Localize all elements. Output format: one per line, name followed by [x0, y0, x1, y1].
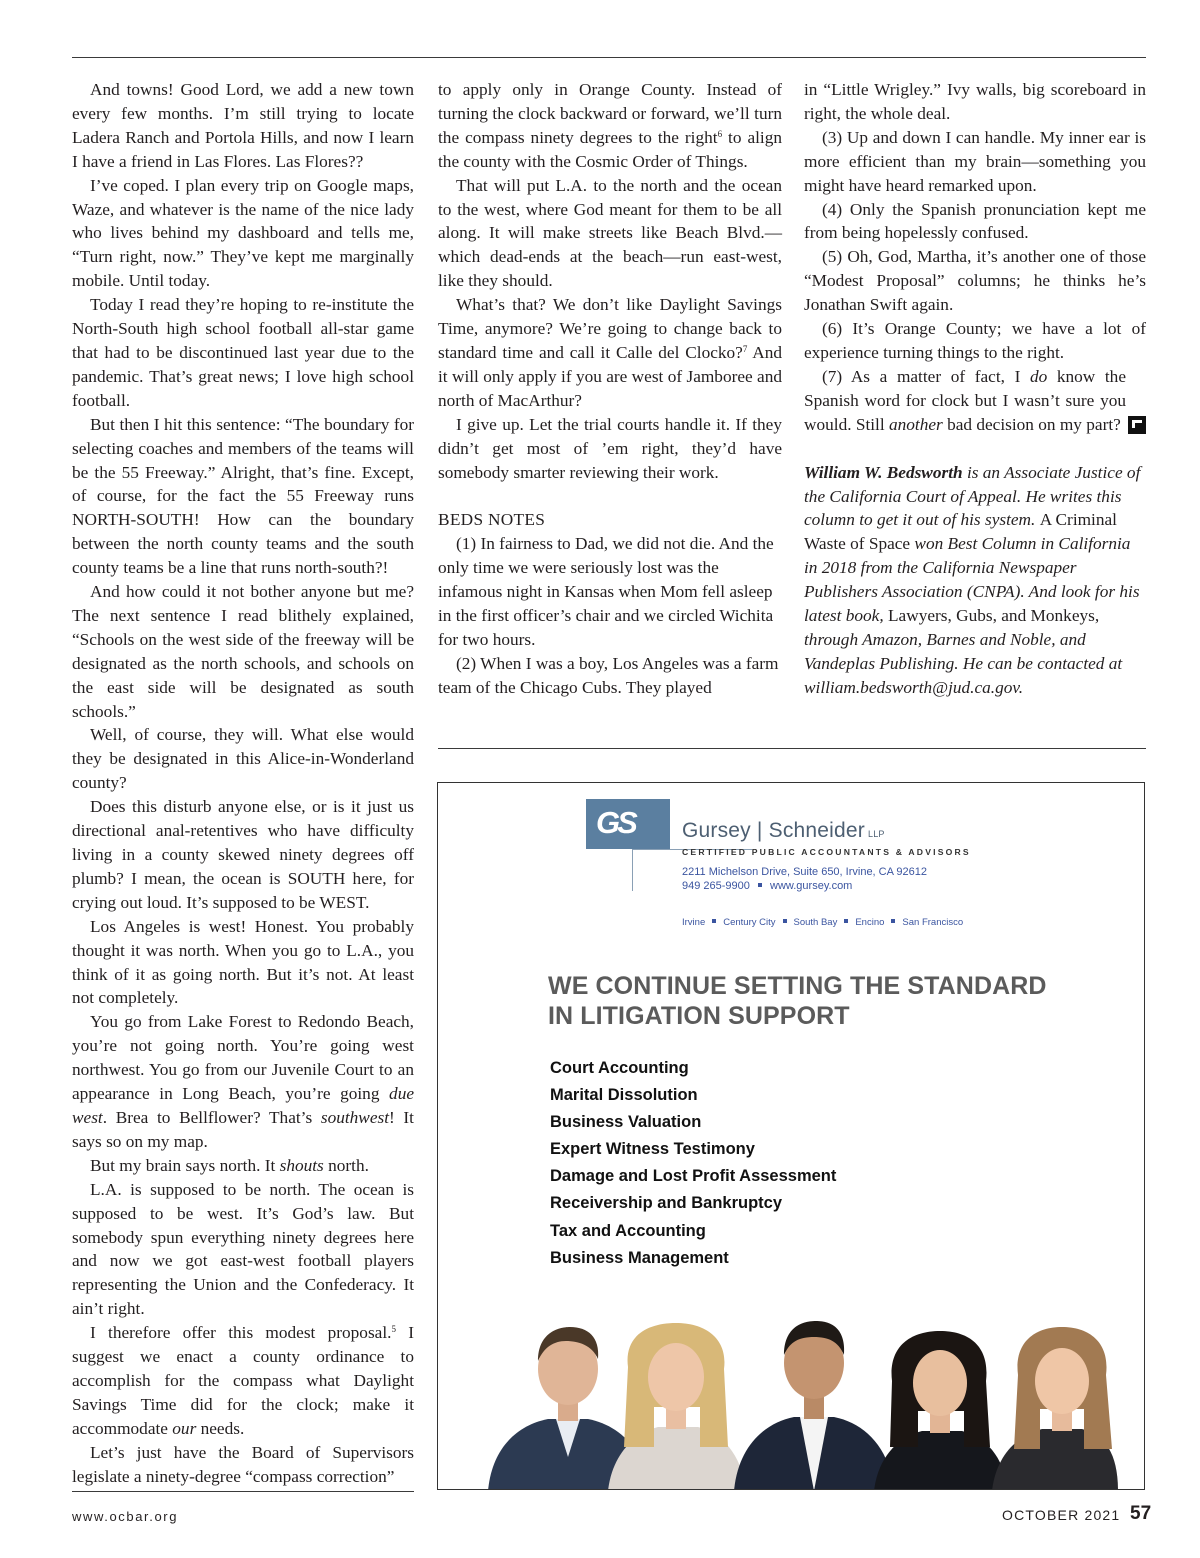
paragraph: I give up. Let the trial courts handle it. If they didn’t get most of ’em right, they’d have somebody smarter reviewing their work. [438, 414, 782, 482]
paragraph: And how could it not bother anyone but me? The next sentence I read blithely explained, “Schools on the west side of the freeway will be designated as the north schools, and schools on the east side will be designated as south schools.” [72, 582, 414, 721]
advertisement [437, 782, 1145, 1490]
note: (3) Up and down I can handle. My inner ear is more efficient than my brain—something you might have heard remarked upon. [804, 127, 1146, 195]
website-url: www.ocbar.org [72, 1509, 179, 1524]
paragraph: I therefore offer this modest proposal.$^5$ I suggest we enact a county ordinance to accomplish for the compass what Daylight Savings Time did for the clock; make it accommodate our needs. [72, 1323, 414, 1438]
office-location: South Bay [793, 917, 838, 928]
end-of-article-icon [1128, 416, 1146, 434]
footnote-marker: 5 [391, 1324, 396, 1335]
person-3 [734, 1321, 894, 1490]
office-location: Encino [855, 917, 885, 928]
service-item: Damage and Lost Profit Assessment [550, 1167, 837, 1186]
ad-separator-rule [438, 748, 1146, 749]
notes-heading: BEDS NOTES [438, 510, 546, 530]
office-locations [682, 917, 963, 928]
firm-name: Gursey | Schneider LLP [682, 819, 885, 842]
paragraph: Los Angeles is west! Honest. You probably thought it was north. When you go to L.A., you think of it as going north. But it’s not. At least not completely. [72, 916, 414, 1008]
note: (5) Oh, God, Martha, it’s another one of those “Modest Proposal” columns; he thinks he’s Jonathan Swift again. [804, 247, 1146, 315]
paragraph: Today I read they’re hoping to re-institute the North-South high school football all-star game that had to be discontinued last year due to the pandemic. That’s great news; I love high school football. [72, 295, 414, 410]
firm-tagline: CERTIFIED PUBLIC ACCOUNTANTS & ADVISORS [682, 847, 971, 857]
page-number: 57 [1130, 1503, 1152, 1524]
person-5 [992, 1327, 1118, 1490]
logo-divider [632, 849, 633, 891]
paragraph: Does this disturb anyone else, or is it just us directional anal-retentives who have difficulty living in a county skewed ninety degrees off plumb? I mean, the ocean is SOUTH here, for crying out loud. It’s supposed to be WEST. [72, 797, 414, 912]
footnote-marker: 7 [742, 343, 748, 354]
paragraph: L.A. is supposed to be north. The ocean is supposed to be west. It’s God’s law. But somebody spun everything ninety degrees here and now we got east-west football players representing the Union and the Confederacy. It ain’t right. [72, 1179, 414, 1319]
firm-address: 2211 Michelson Drive, Suite 650, Irvine, CA 92612 [682, 866, 927, 878]
service-item: Business Management [550, 1248, 729, 1267]
issue-date: OCTOBER 2021 [1002, 1507, 1121, 1523]
paragraph: That will put L.A. to the north and the ocean to the west, where God meant for them to be all along. It will make streets like Beach Blvd.—which dead-ends at the beach—run east-west, like they should. [438, 175, 782, 291]
note: (4) Only the Spanish pronunciation kept me from being hopelessly confused. [804, 199, 1146, 243]
author-name: William W. Bedsworth [804, 462, 963, 482]
service-item: Marital Dissolution [550, 1086, 698, 1105]
office-location: Century City [723, 917, 776, 928]
bullet-separator [891, 919, 895, 923]
paragraph: What’s that? We don’t like Daylight Savings Time, anymore? We’re going to change back to standard time and call it Calle del Clocko?$^7$ And it will only apply if you are west of Jamboree and north of MacArthur? [438, 295, 782, 410]
firm-contact: 949 265-9900 www.gursey.com [682, 880, 853, 892]
bullet-separator [844, 919, 848, 923]
article-column-3 [804, 78, 1146, 700]
paragraph: And towns! Good Lord, we add a new town every few months. I’m still trying to locate Ladera Ranch and Portola Hills, and now I learn I have a friend in Las Flores. Las Flores?? [72, 80, 414, 171]
note: (2) When I was a boy, Los Angeles was a farm team of the Chicago Cubs. They played [438, 653, 779, 697]
paragraph: to apply only in Orange County. Instead of turning the clock backward or forward, we’ll turn the compass ninety degrees to the right$^6$ to align the county with the Cosmic Order of Things. [438, 80, 782, 171]
services-list [550, 1055, 836, 1272]
note: (1) In fairness to Dad, we did not die. And the only time we were seriously lost was the infamous night in Kansas when Mom fell asleep in the first officer’s chair and we circled Wichita for two hours. [438, 534, 774, 649]
top-rule [72, 57, 1146, 58]
footnote-marker: 6 [717, 128, 723, 139]
paragraph: You go from Lake Forest to Redondo Beach, you’re not going north. You’re going west northwest. You go from our Juvenile Court to an appearance in Long Beach, you’re going due west. Brea to Bellflower? That’s southwest! It says so on my map. [72, 1012, 414, 1151]
team-photo [478, 1297, 1118, 1490]
bottom-rule [72, 1491, 414, 1492]
paragraph: But my brain says north. It shouts north. [90, 1155, 369, 1175]
person-4 [874, 1331, 1008, 1490]
note: (6) It’s Orange County; we have a lot of experience turning things to the right. [804, 319, 1146, 362]
office-location: Irvine [682, 917, 706, 928]
service-item: Tax and Accounting [550, 1221, 706, 1240]
author-bio: William W. Bedsworth is an Associate Justice of the California Court of Appeal. He writes this column to get it out of his system. A Criminal Waste of Space won Best Column in California in 2018 from the California Newspaper Publishers Association (CNPA). And look for his latest book, Lawyers, Gubs, and Monkeys, through Amazon, Barnes and Noble, and Vandeplas Publishing. He can be contacted at william.bedsworth@jud.ca.gov. [804, 462, 1141, 697]
paragraph: Let’s just have the Board of Supervisors legislate a ninety-degree “compass correction” [72, 1442, 414, 1486]
note: (7) As a matter of fact, I do know the Spanish word for clock but I wasn’t sure you would. Still another bad decision on my part? [804, 365, 1146, 437]
service-item: Receivership and Bankruptcy [550, 1194, 782, 1213]
note: in “Little Wrigley.” Ivy walls, big scoreboard in right, the whole deal. [804, 80, 1146, 123]
service-item: Business Valuation [550, 1113, 702, 1132]
service-item: Expert Witness Testimony [550, 1140, 755, 1159]
bullet-separator [783, 919, 787, 923]
article-column-1 [72, 78, 414, 1488]
paragraph: I’ve coped. I plan every trip on Google maps, Waze, and whatever is the name of the nice lady who lives behind my dashboard and tells me, “Turn right, now.” They’ve kept me marginally mobile. Until today. [72, 175, 414, 291]
paragraph: But then I hit this sentence: “The boundary for selecting coaches and members of the teams will be the 55 Freeway.” Alright, that’s fine. Except, of course, for the fact the 55 Freeway runs NORTH-SOUTH! How can the boundary between the north county teams and the south county teams be a line that runs north-south?! [72, 414, 414, 578]
person-2 [608, 1323, 746, 1490]
ad-headline: WE CONTINUE SETTING THE STANDARD IN LITIGATION SUPPORT [548, 972, 1047, 1030]
article-column-2 [438, 78, 782, 700]
service-item: Court Accounting [550, 1059, 689, 1077]
bullet-separator [712, 919, 716, 923]
firm-logo: GS [586, 799, 670, 849]
paragraph: Well, of course, they will. What else would they be designated in this Alice-in-Wonderland county? [72, 725, 414, 793]
office-location: San Francisco [902, 917, 964, 928]
